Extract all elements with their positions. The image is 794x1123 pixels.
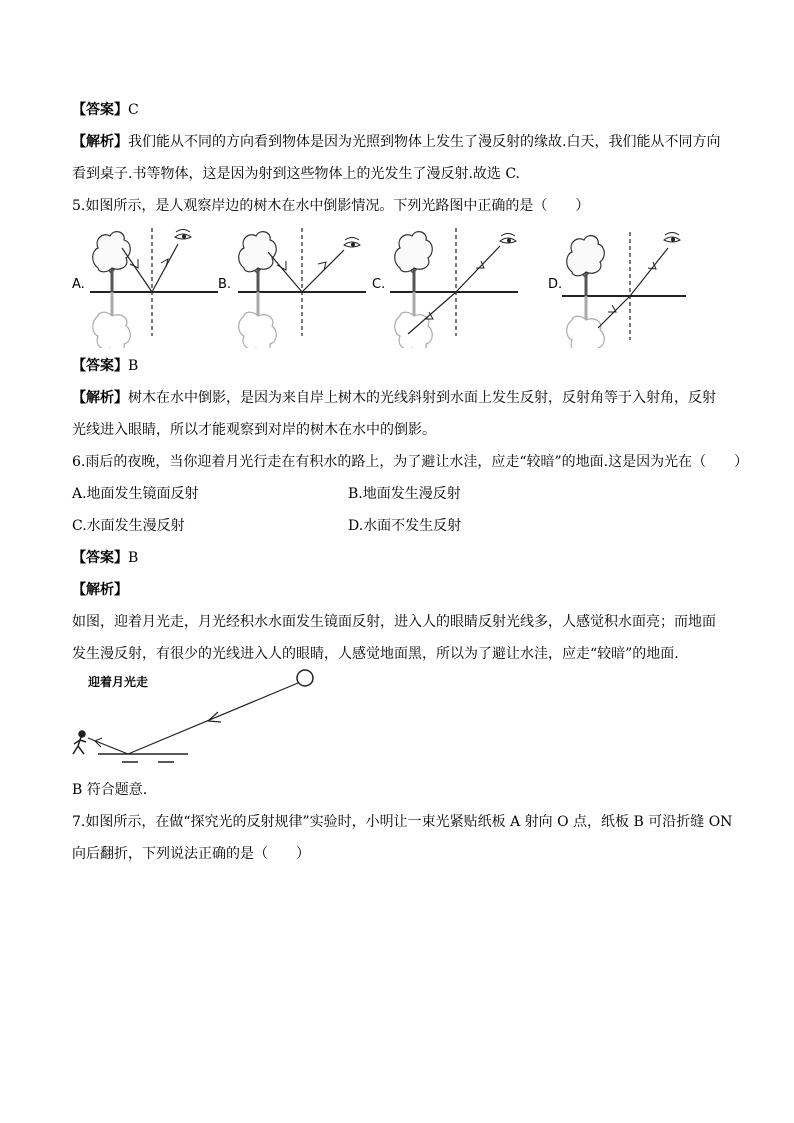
- option-d-label: D.: [548, 277, 563, 292]
- figure-caption: 迎着月光走: [88, 675, 149, 689]
- option-a-diagram: [90, 228, 218, 348]
- answer-tag: 【答案】: [72, 358, 128, 374]
- q6-analysis-line1: 如图，迎着月光走，月光经积水水面发生镜面反射，进入人的眼睛反射光线多，人感觉积水面亮；而地面: [72, 614, 716, 630]
- analysis-text: 我们能从不同的方向看到物体是因为光照到物体上发生了漫反射的缘故.白天，我们能从不同方向: [128, 134, 721, 150]
- q6-stem: 6.雨后的夜晚，当你迎着月光行走在有积水的路上，为了避让水洼，应走“较暗”的地面.这是因为光在（ ）: [72, 454, 749, 470]
- q5-analysis-line2: 光线进入眼睛，所以才能观察到对岸的树木在水中的倒影。: [72, 422, 436, 438]
- q4-analysis-line2: 看到桌子.书等物体，这是因为射到这些物体上的光发生了漫反射.故选 C.: [72, 166, 521, 182]
- moonlight-figure: [68, 668, 328, 768]
- analysis-tag: 【解析】: [72, 134, 128, 150]
- answer-value: B: [128, 550, 139, 566]
- analysis-text: 树木在水中倒影，是因为来自岸上树木的光线斜射到水面上发生反射，反射角等于入射角，反射: [128, 390, 716, 406]
- q5-stem: 5.如图所示，是人观察岸边的树木在水中倒影情况。下列光路图中正确的是（ ）: [72, 198, 590, 214]
- answer-tag: 【答案】: [72, 550, 128, 566]
- q7-stem-line1: 7.如图所示，在做“探究光的反射规律”实验时，小明让一束光紧贴纸板 A 射向 O 点，纸板 B 可沿折缝 ON: [72, 814, 733, 830]
- q6-option-a: A.地面发生镜面反射: [72, 486, 199, 502]
- answer-value: C: [128, 102, 139, 118]
- option-b-diagram: [238, 228, 366, 348]
- option-c-label: C.: [372, 277, 386, 292]
- q5-options-figure: [0, 228, 794, 348]
- person-icon: [73, 731, 86, 754]
- q6-option-d: D.水面不发生反射: [348, 518, 462, 534]
- q6-option-b: B.地面发生漫反射: [348, 486, 461, 502]
- option-d-diagram: [562, 232, 686, 348]
- q7-stem-line2: 向后翻折，下列说法正确的是（ ）: [72, 846, 310, 862]
- q6-answer-line: [72, 548, 138, 568]
- q4-answer-line: [72, 100, 139, 120]
- q5-analysis-line1: [72, 388, 716, 408]
- option-a-label: A.: [72, 277, 85, 292]
- q5-answer-line: [72, 356, 138, 376]
- q4-analysis-line1: [72, 132, 720, 152]
- q6-conclusion: B 符合题意.: [72, 782, 148, 798]
- answer-tag: 【答案】: [72, 102, 128, 118]
- analysis-tag: 【解析】: [72, 390, 128, 406]
- moon-icon: [297, 670, 313, 686]
- answer-value: B: [128, 358, 139, 374]
- option-b-label: B.: [218, 277, 232, 292]
- option-c-diagram: [390, 228, 518, 348]
- q6-analysis-tag: 【解析】: [72, 582, 128, 598]
- q6-analysis-line2: 发生漫反射，有很少的光线进入人的眼睛，人感觉地面黑，所以为了避让水洼，应走“较暗”的地面.: [72, 646, 679, 662]
- q6-option-c: C.水面发生漫反射: [72, 518, 185, 534]
